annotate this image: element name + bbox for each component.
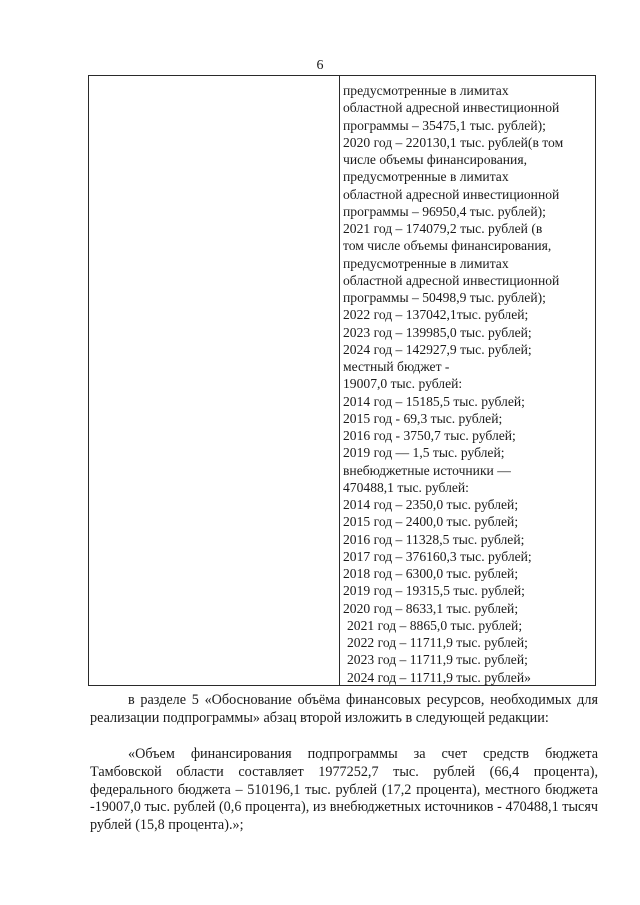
table-line: местный бюджет - [343,359,450,374]
table-line: 2015 год – 2400,0 тыс. рублей; [343,514,519,530]
table-line: предусмотренные в лимитах [343,255,509,271]
table-line: 2021 год – 174079,2 тыс. рублей (в [343,221,543,236]
table-line: программы – 50498,9 тыс. рублей); [343,290,546,305]
table-line: 2016 год - 3750,7 тыс. рублей; [343,428,516,443]
table-column-divider [339,76,340,685]
table-line: 2023 год – 11711,9 тыс. рублей; [347,652,528,668]
table-line: 2022 год – 137042,1тыс. рублей; [343,307,529,323]
table-line: предусмотренные в лимитах [343,169,509,185]
table-line: областной адресной инвестиционной [343,186,560,202]
table-line: 19007,0 тыс. рублей: [343,376,463,392]
financing-table [88,75,596,686]
table-line: 470488,1 тыс. рублей: [343,479,469,495]
table-line: 2021 год – 8865,0 тыс. рублей; [347,617,523,633]
table-line: областной адресной инвестиционной [343,100,560,116]
table-line: 2019 год – 19315,5 тыс. рублей; [343,583,525,599]
amendment-paragraph: в разделе 5 «Обоснование объёма финансовых ресурсов, необходимых для реализации подпрограммы» абзац второй изложить в следующей редакции: [90,692,598,726]
table-line: числе объемы финансирования, [343,152,527,167]
table-line: 2020 год – 220130,1 тыс. рублей(в том [343,134,564,150]
table-line: внебюджетные источники — [343,462,511,478]
table-line: областной адресной инвестиционной [343,272,560,288]
table-line: программы – 96950,4 тыс. рублей); [343,203,546,219]
table-line: 2023 год – 139985,0 тыс. рублей; [343,324,532,340]
table-line: 2015 год - 69,3 тыс. рублей; [343,410,503,426]
table-line: 2019 год — 1,5 тыс. рублей; [343,445,505,461]
table-line: 2024 год – 142927,9 тыс. рублей; [343,341,532,357]
table-line: предусмотренные в лимитах [343,83,509,98]
table-right-cell [343,82,593,686]
table-line: 2020 год – 8633,1 тыс. рублей; [343,600,519,616]
table-line: том числе объемы финансирования, [343,238,552,254]
financing-paragraph: «Объем финансирования подпрограммы за счет средств бюджета Тамбовской области составляет 1977252,7 тыс. рублей (66,4 процента), федерального бюджета – 510196,1 тыс. рублей (17,2 процента), местного бюджета -19007,0 тыс. рублей (0,6 процента), из внебюджетных источников - 470488,1 тысяч рублей (15,8 процента).»; [90,746,598,834]
table-line: 2018 год – 6300,0 тыс. рублей; [343,566,519,581]
table-line: 2024 год – 11711,9 тыс. рублей» [347,669,531,685]
table-line: программы – 35475,1 тыс. рублей); [343,117,546,133]
table-line: 2016 год – 11328,5 тыс. рублей; [343,531,525,547]
table-line: 2022 год – 11711,9 тыс. рублей; [347,635,528,650]
table-line: 2014 год – 2350,0 тыс. рублей; [343,497,519,512]
page-number: 6 [316,58,324,73]
table-line: 2017 год – 376160,3 тыс. рублей; [343,548,532,564]
table-line: 2014 год – 15185,5 тыс. рублей; [343,393,525,409]
